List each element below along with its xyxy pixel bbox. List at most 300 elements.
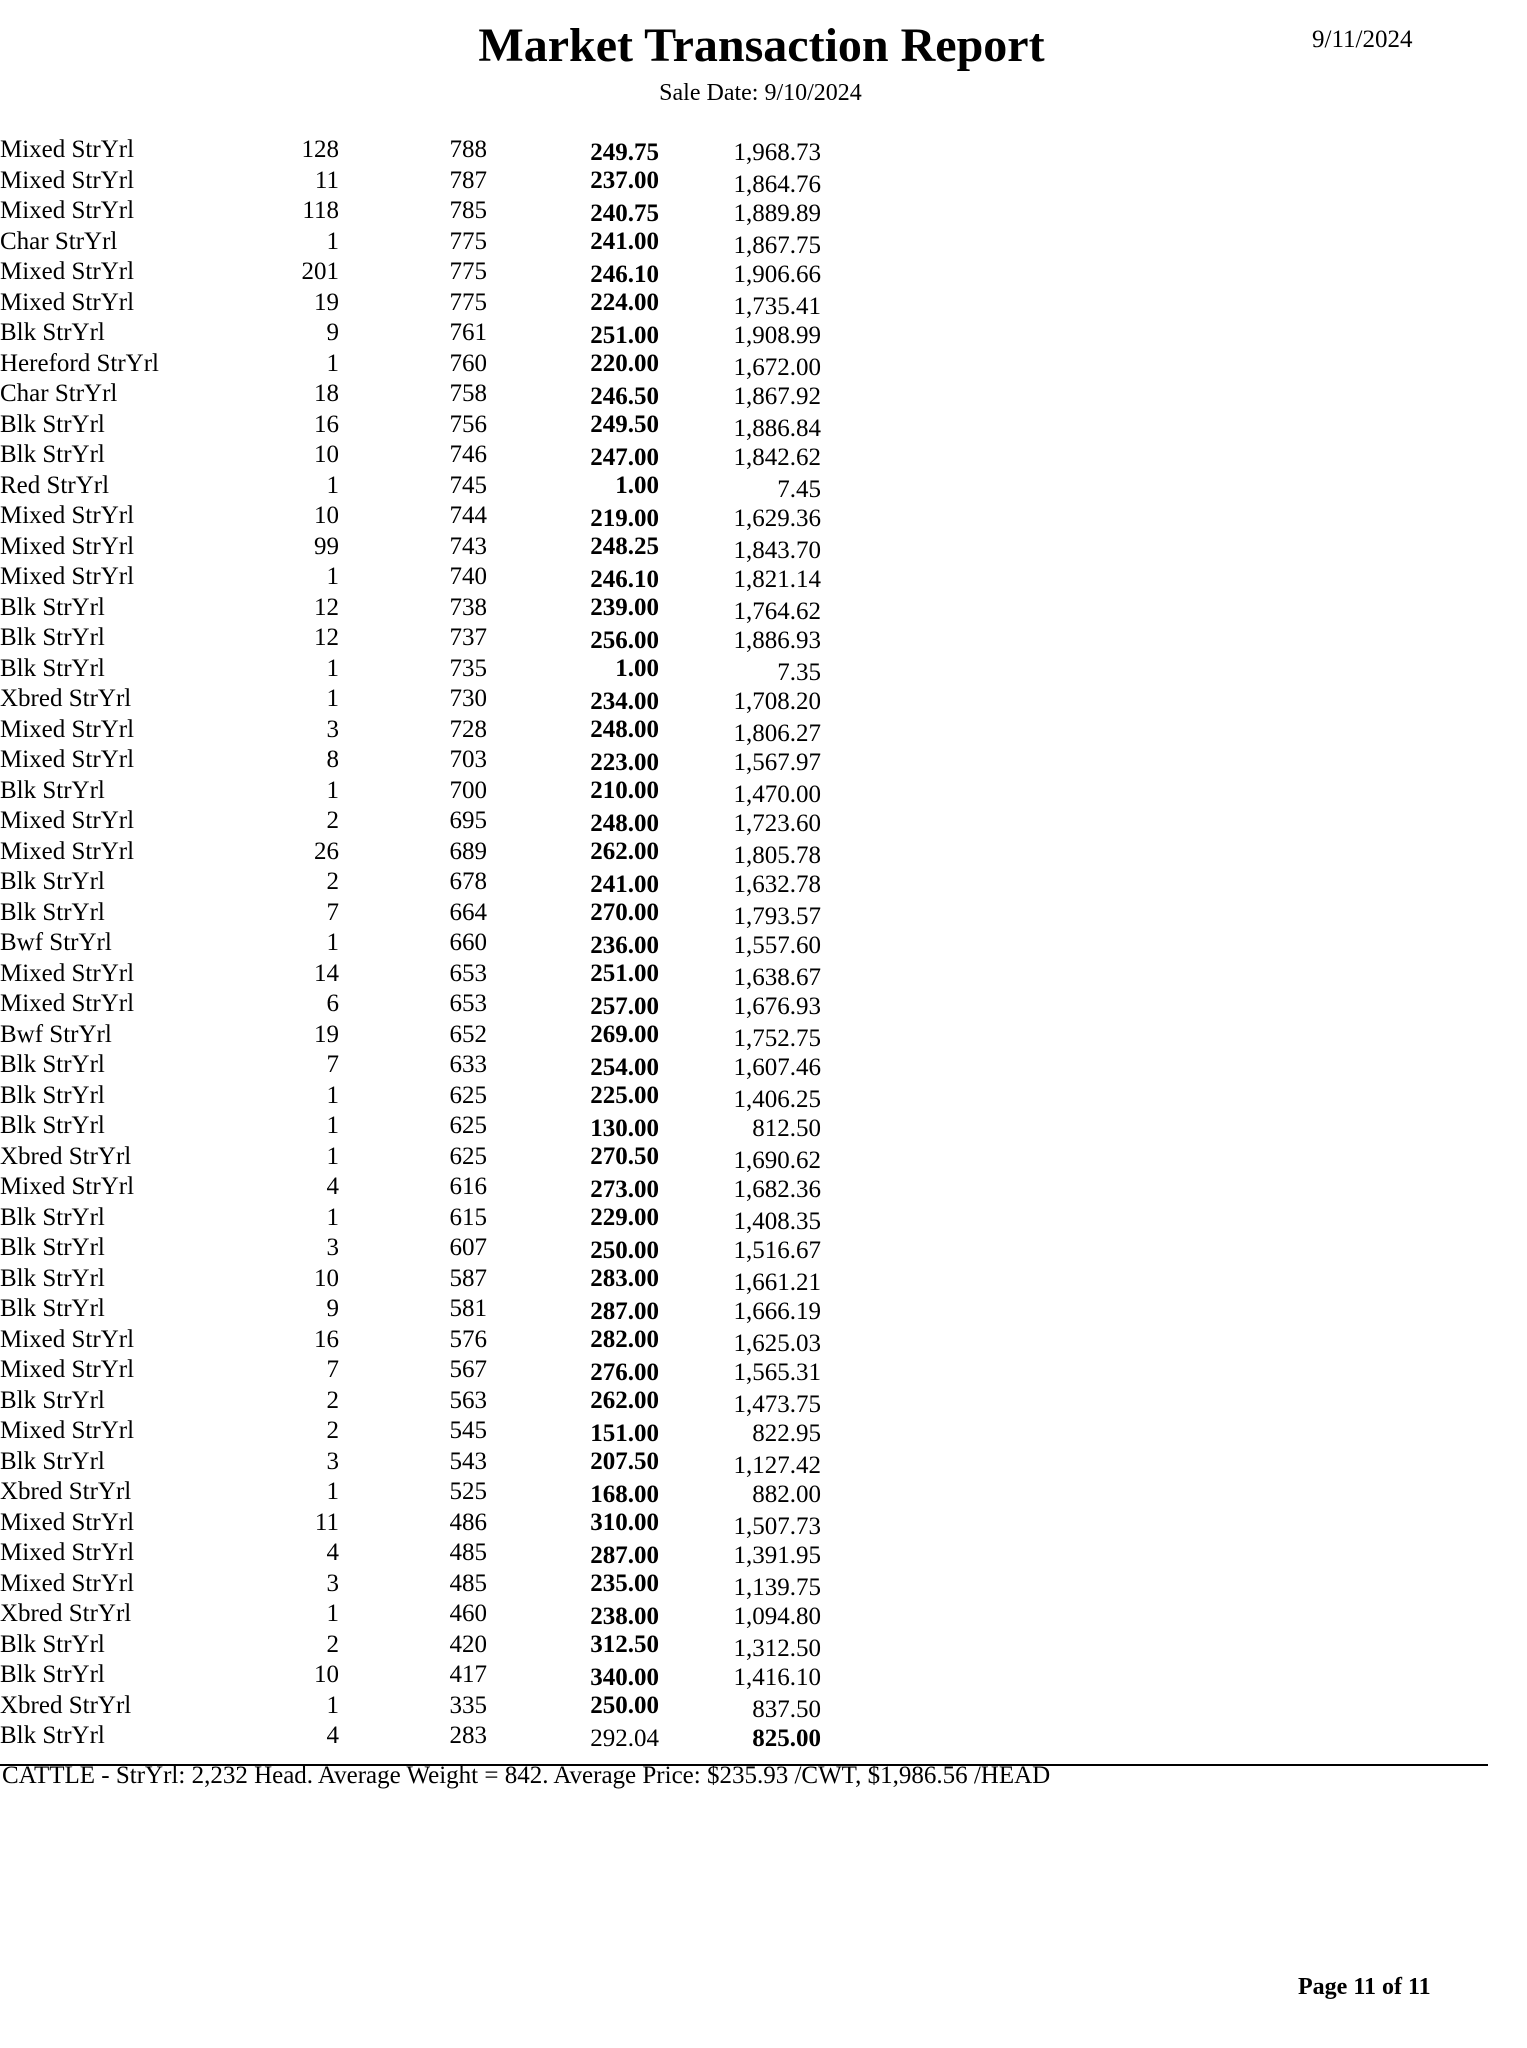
cell-price: 246.10 (590, 566, 659, 593)
cell-head: 1 (326, 1478, 339, 1505)
cell-price: 287.00 (590, 1298, 659, 1325)
cell-wt: 756 (449, 410, 487, 438)
cell-head: 1 (326, 1203, 339, 1231)
cell-wt: 625 (449, 1081, 487, 1109)
cell-desc: Blk StrYrl (0, 1386, 105, 1414)
cell-amt: 1,666.19 (733, 1298, 821, 1325)
cell-desc: Blk StrYrl (0, 868, 105, 895)
table-row (0, 837, 1527, 868)
cell-amt: 812.50 (752, 1115, 821, 1142)
cell-price: 1.00 (615, 654, 659, 682)
cell-wt: 744 (449, 502, 487, 529)
cell-amt: 1,805.78 (733, 841, 821, 869)
cell-desc: Blk StrYrl (0, 593, 105, 621)
cell-head: 9 (326, 319, 339, 346)
cell-amt: 1,723.60 (733, 810, 821, 837)
report-date: 9/11/2024 (1312, 26, 1413, 53)
cell-head: 201 (301, 258, 339, 285)
cell-amt: 882.00 (752, 1481, 821, 1508)
cell-wt: 616 (449, 1173, 487, 1200)
cell-price: 247.00 (590, 444, 659, 471)
cell-amt: 1,676.93 (733, 993, 821, 1020)
cell-wt: 785 (449, 197, 487, 224)
cell-amt: 1,793.57 (733, 902, 821, 930)
cell-desc: Mixed StrYrl (0, 837, 135, 865)
table-row (0, 440, 1527, 471)
cell-amt: 822.95 (752, 1420, 821, 1447)
cell-wt: 775 (449, 227, 487, 255)
cell-wt: 743 (449, 532, 487, 560)
cell-price: 257.00 (590, 993, 659, 1020)
cell-price: 235.00 (590, 1569, 659, 1597)
cell-head: 4 (326, 1722, 339, 1749)
table-row (0, 623, 1527, 654)
cell-price: 229.00 (590, 1203, 659, 1231)
cell-price: 224.00 (590, 288, 659, 316)
cell-wt: 633 (449, 1051, 487, 1078)
cell-wt: 581 (449, 1295, 487, 1322)
cell-price: 246.10 (590, 261, 659, 288)
cell-wt: 746 (449, 441, 487, 468)
cell-head: 3 (326, 715, 339, 743)
cell-price: 130.00 (590, 1115, 659, 1142)
cell-price: 276.00 (590, 1359, 659, 1386)
cell-wt: 660 (449, 929, 487, 956)
table-row (0, 562, 1527, 593)
table-row (0, 1599, 1527, 1630)
cell-wt: 486 (449, 1508, 487, 1536)
table-row (0, 1325, 1527, 1356)
cell-head: 7 (326, 1356, 339, 1383)
cell-amt: 1,708.20 (733, 688, 821, 715)
cell-desc: Mixed StrYrl (0, 197, 135, 224)
cell-desc: Xbred StrYrl (0, 1142, 132, 1170)
cell-amt: 1,391.95 (733, 1542, 821, 1569)
cell-price: 282.00 (590, 1325, 659, 1353)
cell-price: 262.00 (590, 837, 659, 865)
table-row (0, 959, 1527, 990)
table-row (0, 1691, 1527, 1722)
cell-price: 207.50 (590, 1447, 659, 1475)
cell-head: 7 (326, 1051, 339, 1078)
cell-price: 1.00 (615, 471, 659, 499)
cell-amt: 1,735.41 (733, 292, 821, 320)
cell-head: 19 (314, 1020, 339, 1048)
cell-amt: 1,806.27 (733, 719, 821, 747)
table-row (0, 1660, 1527, 1691)
cell-amt: 1,470.00 (733, 780, 821, 808)
cell-head: 1 (326, 1142, 339, 1170)
cell-price: 168.00 (590, 1481, 659, 1508)
cell-desc: Blk StrYrl (0, 898, 105, 926)
cell-head: 2 (326, 1630, 339, 1658)
cell-head: 1 (326, 776, 339, 804)
cell-desc: Blk StrYrl (0, 410, 105, 438)
table-row (0, 1355, 1527, 1386)
cell-head: 12 (314, 624, 339, 651)
cell-amt: 1,661.21 (733, 1268, 821, 1296)
cell-amt: 1,842.62 (733, 444, 821, 471)
cell-wt: 737 (449, 624, 487, 651)
cell-desc: Blk StrYrl (0, 1051, 105, 1078)
cell-amt: 1,889.89 (733, 200, 821, 227)
cell-wt: 788 (449, 136, 487, 163)
table-row (0, 196, 1527, 227)
cell-head: 7 (326, 898, 339, 926)
cell-wt: 735 (449, 654, 487, 682)
cell-amt: 1,625.03 (733, 1329, 821, 1357)
table-row (0, 257, 1527, 288)
cell-desc: Blk StrYrl (0, 1295, 105, 1322)
cell-head: 1 (326, 1081, 339, 1109)
cell-head: 2 (326, 1417, 339, 1444)
table-row (0, 501, 1527, 532)
cell-head: 3 (326, 1569, 339, 1597)
cell-price: 238.00 (590, 1603, 659, 1630)
cell-amt: 1,408.35 (733, 1207, 821, 1235)
cell-wt: 460 (449, 1600, 487, 1627)
cell-amt: 1,638.67 (733, 963, 821, 991)
table-row (0, 1020, 1527, 1051)
cell-wt: 567 (449, 1356, 487, 1383)
cell-amt: 1,557.60 (733, 932, 821, 959)
cell-price: 236.00 (590, 932, 659, 959)
cell-desc: Char StrYrl (0, 380, 118, 407)
cell-wt: 615 (449, 1203, 487, 1231)
cell-amt: 1,867.75 (733, 231, 821, 259)
cell-desc: Mixed StrYrl (0, 1356, 135, 1383)
cell-price: 240.75 (590, 200, 659, 227)
cell-head: 1 (326, 563, 339, 590)
cell-price: 273.00 (590, 1176, 659, 1203)
cell-amt: 1,139.75 (733, 1573, 821, 1601)
cell-amt: 1,968.73 (733, 139, 821, 166)
cell-head: 6 (326, 990, 339, 1017)
cell-desc: Blk StrYrl (0, 624, 105, 651)
cell-wt: 335 (449, 1691, 487, 1719)
cell-price: 312.50 (590, 1630, 659, 1658)
cell-amt: 1,867.92 (733, 383, 821, 410)
cell-head: 1 (326, 1112, 339, 1139)
cell-wt: 730 (449, 685, 487, 712)
cell-price: 246.50 (590, 383, 659, 410)
cell-price: 340.00 (590, 1664, 659, 1691)
cell-amt: 1,752.75 (733, 1024, 821, 1052)
cell-desc: Blk StrYrl (0, 1081, 105, 1109)
cell-desc: Blk StrYrl (0, 1264, 105, 1292)
cell-desc: Mixed StrYrl (0, 1417, 135, 1444)
cell-wt: 543 (449, 1447, 487, 1475)
table-row (0, 806, 1527, 837)
cell-desc: Mixed StrYrl (0, 807, 135, 834)
cell-head: 11 (314, 166, 339, 194)
table-row (0, 379, 1527, 410)
cell-wt: 740 (449, 563, 487, 590)
table-row (0, 1264, 1527, 1295)
cell-wt: 607 (449, 1234, 487, 1261)
cell-wt: 525 (449, 1478, 487, 1505)
cell-amt: 1,312.50 (733, 1634, 821, 1662)
cell-desc: Bwf StrYrl (0, 1020, 112, 1048)
cell-head: 10 (314, 1264, 339, 1292)
cell-amt: 1,821.14 (733, 566, 821, 593)
cell-desc: Mixed StrYrl (0, 1539, 135, 1566)
cell-wt: 761 (449, 319, 487, 346)
table-row (0, 1721, 1527, 1752)
cell-price: 210.00 (590, 776, 659, 804)
cell-head: 14 (314, 959, 339, 987)
cell-wt: 485 (449, 1539, 487, 1566)
cell-price: 241.00 (590, 871, 659, 898)
cell-price: 292.04 (590, 1725, 659, 1752)
cell-price: 254.00 (590, 1054, 659, 1081)
table-row (0, 1508, 1527, 1539)
cell-head: 118 (302, 197, 339, 224)
cell-head: 10 (314, 1661, 339, 1688)
cell-desc: Mixed StrYrl (0, 532, 135, 560)
cell-price: 287.00 (590, 1542, 659, 1569)
cell-amt: 1,127.42 (733, 1451, 821, 1479)
cell-desc: Blk StrYrl (0, 776, 105, 804)
cell-wt: 738 (449, 593, 487, 621)
cell-amt: 1,507.73 (733, 1512, 821, 1540)
cell-amt: 1,565.31 (733, 1359, 821, 1386)
cell-wt: 587 (449, 1264, 487, 1292)
cell-head: 1 (326, 1691, 339, 1719)
cell-head: 12 (314, 593, 339, 621)
cell-head: 19 (314, 288, 339, 316)
cell-wt: 625 (449, 1142, 487, 1170)
table-row (0, 684, 1527, 715)
cell-desc: Blk StrYrl (0, 441, 105, 468)
cell-wt: 700 (449, 776, 487, 804)
cell-amt: 1,886.93 (733, 627, 821, 654)
cell-price: 248.00 (590, 715, 659, 743)
cell-price: 249.75 (590, 139, 659, 166)
cell-head: 1 (326, 685, 339, 712)
cell-wt: 653 (449, 959, 487, 987)
cell-amt: 1,682.36 (733, 1176, 821, 1203)
cell-wt: 576 (449, 1325, 487, 1353)
table-row (0, 1569, 1527, 1600)
cell-amt: 1,629.36 (733, 505, 821, 532)
cell-amt: 825.00 (752, 1725, 821, 1752)
cell-wt: 703 (449, 746, 487, 773)
cell-amt: 1,406.25 (733, 1085, 821, 1113)
page-number: Page 11 of 11 (1298, 1974, 1431, 2000)
table-row (0, 898, 1527, 929)
cell-amt: 1,567.97 (733, 749, 821, 776)
table-row (0, 1294, 1527, 1325)
cell-head: 16 (314, 1325, 339, 1353)
table-row (0, 471, 1527, 502)
cell-price: 283.00 (590, 1264, 659, 1292)
table-row (0, 1233, 1527, 1264)
cell-desc: Mixed StrYrl (0, 1569, 135, 1597)
cell-wt: 775 (449, 258, 487, 285)
cell-amt: 1,632.78 (733, 871, 821, 898)
cell-desc: Mixed StrYrl (0, 166, 135, 194)
cell-wt: 689 (449, 837, 487, 865)
cell-head: 1 (326, 1600, 339, 1627)
cell-desc: Mixed StrYrl (0, 502, 135, 529)
table-row (0, 654, 1527, 685)
cell-amt: 1,906.66 (733, 261, 821, 288)
cell-desc: Blk StrYrl (0, 1112, 105, 1139)
summary-line: CATTLE - StrYrl: 2,232 Head. Average Weight = 842. Average Price: $235.93 /CWT, $1,986.56 /HEAD (2, 1762, 1051, 1789)
cell-desc: Blk StrYrl (0, 1234, 105, 1261)
table-row (0, 715, 1527, 746)
cell-price: 248.25 (590, 532, 659, 560)
cell-price: 251.00 (590, 959, 659, 987)
cell-head: 11 (314, 1508, 339, 1536)
cell-desc: Bwf StrYrl (0, 929, 112, 956)
cell-desc: Red StrYrl (0, 471, 110, 499)
cell-amt: 1,607.46 (733, 1054, 821, 1081)
cell-head: 8 (326, 746, 339, 773)
cell-desc: Blk StrYrl (0, 1447, 105, 1475)
cell-wt: 787 (449, 166, 487, 194)
cell-desc: Blk StrYrl (0, 1722, 105, 1749)
cell-head: 2 (326, 868, 339, 895)
table-row (0, 745, 1527, 776)
cell-desc: Char StrYrl (0, 227, 118, 255)
cell-price: 256.00 (590, 627, 659, 654)
cell-wt: 775 (449, 288, 487, 316)
sale-date: Sale Date: 9/10/2024 (659, 80, 862, 106)
transaction-table (0, 135, 1527, 1752)
cell-wt: 695 (449, 807, 487, 834)
cell-wt: 758 (449, 380, 487, 407)
cell-price: 248.00 (590, 810, 659, 837)
cell-wt: 545 (449, 1417, 487, 1444)
table-row (0, 1386, 1527, 1417)
cell-head: 1 (326, 654, 339, 682)
cell-desc: Blk StrYrl (0, 1661, 105, 1688)
cell-wt: 760 (449, 349, 487, 377)
cell-head: 2 (326, 807, 339, 834)
cell-amt: 1,516.67 (733, 1237, 821, 1264)
cell-price: 220.00 (590, 349, 659, 377)
cell-price: 223.00 (590, 749, 659, 776)
table-row (0, 1630, 1527, 1661)
cell-wt: 664 (449, 898, 487, 926)
cell-price: 241.00 (590, 227, 659, 255)
cell-desc: Mixed StrYrl (0, 990, 135, 1017)
table-row (0, 288, 1527, 319)
cell-price: 262.00 (590, 1386, 659, 1414)
cell-amt: 1,764.62 (733, 597, 821, 625)
cell-amt: 1,843.70 (733, 536, 821, 564)
cell-wt: 678 (449, 868, 487, 895)
cell-desc: Xbred StrYrl (0, 1478, 132, 1505)
table-row (0, 1203, 1527, 1234)
table-row (0, 1111, 1527, 1142)
table-row (0, 593, 1527, 624)
cell-price: 251.00 (590, 322, 659, 349)
cell-wt: 652 (449, 1020, 487, 1048)
table-row (0, 867, 1527, 898)
table-row (0, 1477, 1527, 1508)
table-row (0, 532, 1527, 563)
cell-head: 26 (314, 837, 339, 865)
cell-desc: Mixed StrYrl (0, 959, 135, 987)
cell-wt: 625 (449, 1112, 487, 1139)
cell-head: 2 (326, 1386, 339, 1414)
cell-amt: 837.50 (752, 1695, 821, 1723)
cell-desc: Blk StrYrl (0, 319, 105, 346)
cell-amt: 1,886.84 (733, 414, 821, 442)
cell-head: 1 (326, 471, 339, 499)
cell-amt: 1,094.80 (733, 1603, 821, 1630)
cell-head: 1 (326, 349, 339, 377)
cell-desc: Xbred StrYrl (0, 685, 132, 712)
table-row (0, 1172, 1527, 1203)
cell-amt: 7.45 (777, 475, 821, 503)
cell-head: 4 (326, 1539, 339, 1566)
cell-desc: Blk StrYrl (0, 654, 105, 682)
cell-wt: 485 (449, 1569, 487, 1597)
cell-price: 239.00 (590, 593, 659, 621)
cell-head: 4 (326, 1173, 339, 1200)
cell-head: 99 (314, 532, 339, 560)
table-row (0, 1447, 1527, 1478)
table-row (0, 1081, 1527, 1112)
table-row (0, 928, 1527, 959)
cell-wt: 283 (449, 1722, 487, 1749)
table-row (0, 1142, 1527, 1173)
cell-desc: Mixed StrYrl (0, 563, 135, 590)
cell-price: 225.00 (590, 1081, 659, 1109)
cell-amt: 1,908.99 (733, 322, 821, 349)
cell-desc: Mixed StrYrl (0, 288, 135, 316)
table-row (0, 1416, 1527, 1447)
cell-amt: 1,864.76 (733, 170, 821, 198)
table-row (0, 166, 1527, 197)
cell-head: 10 (314, 502, 339, 529)
cell-amt: 1,672.00 (733, 353, 821, 381)
cell-head: 3 (326, 1447, 339, 1475)
table-row (0, 776, 1527, 807)
cell-desc: Hereford StrYrl (0, 349, 159, 377)
cell-price: 310.00 (590, 1508, 659, 1536)
cell-desc: Mixed StrYrl (0, 258, 135, 285)
cell-price: 237.00 (590, 166, 659, 194)
cell-head: 1 (326, 227, 339, 255)
table-row (0, 1050, 1527, 1081)
report-title: Market Transaction Report (478, 19, 1045, 72)
cell-desc: Mixed StrYrl (0, 1508, 135, 1536)
table-row (0, 1538, 1527, 1569)
table-row (0, 135, 1527, 166)
cell-price: 270.00 (590, 898, 659, 926)
cell-desc: Blk StrYrl (0, 1203, 105, 1231)
table-row (0, 227, 1527, 258)
cell-desc: Mixed StrYrl (0, 136, 135, 163)
cell-price: 270.50 (590, 1142, 659, 1170)
cell-desc: Mixed StrYrl (0, 746, 135, 773)
cell-wt: 728 (449, 715, 487, 743)
cell-price: 219.00 (590, 505, 659, 532)
table-row (0, 318, 1527, 349)
cell-amt: 1,416.10 (733, 1664, 821, 1691)
table-row (0, 410, 1527, 441)
cell-amt: 1,690.62 (733, 1146, 821, 1174)
cell-desc: Mixed StrYrl (0, 1325, 135, 1353)
cell-amt: 7.35 (777, 658, 821, 686)
cell-wt: 745 (449, 471, 487, 499)
cell-wt: 563 (449, 1386, 487, 1414)
